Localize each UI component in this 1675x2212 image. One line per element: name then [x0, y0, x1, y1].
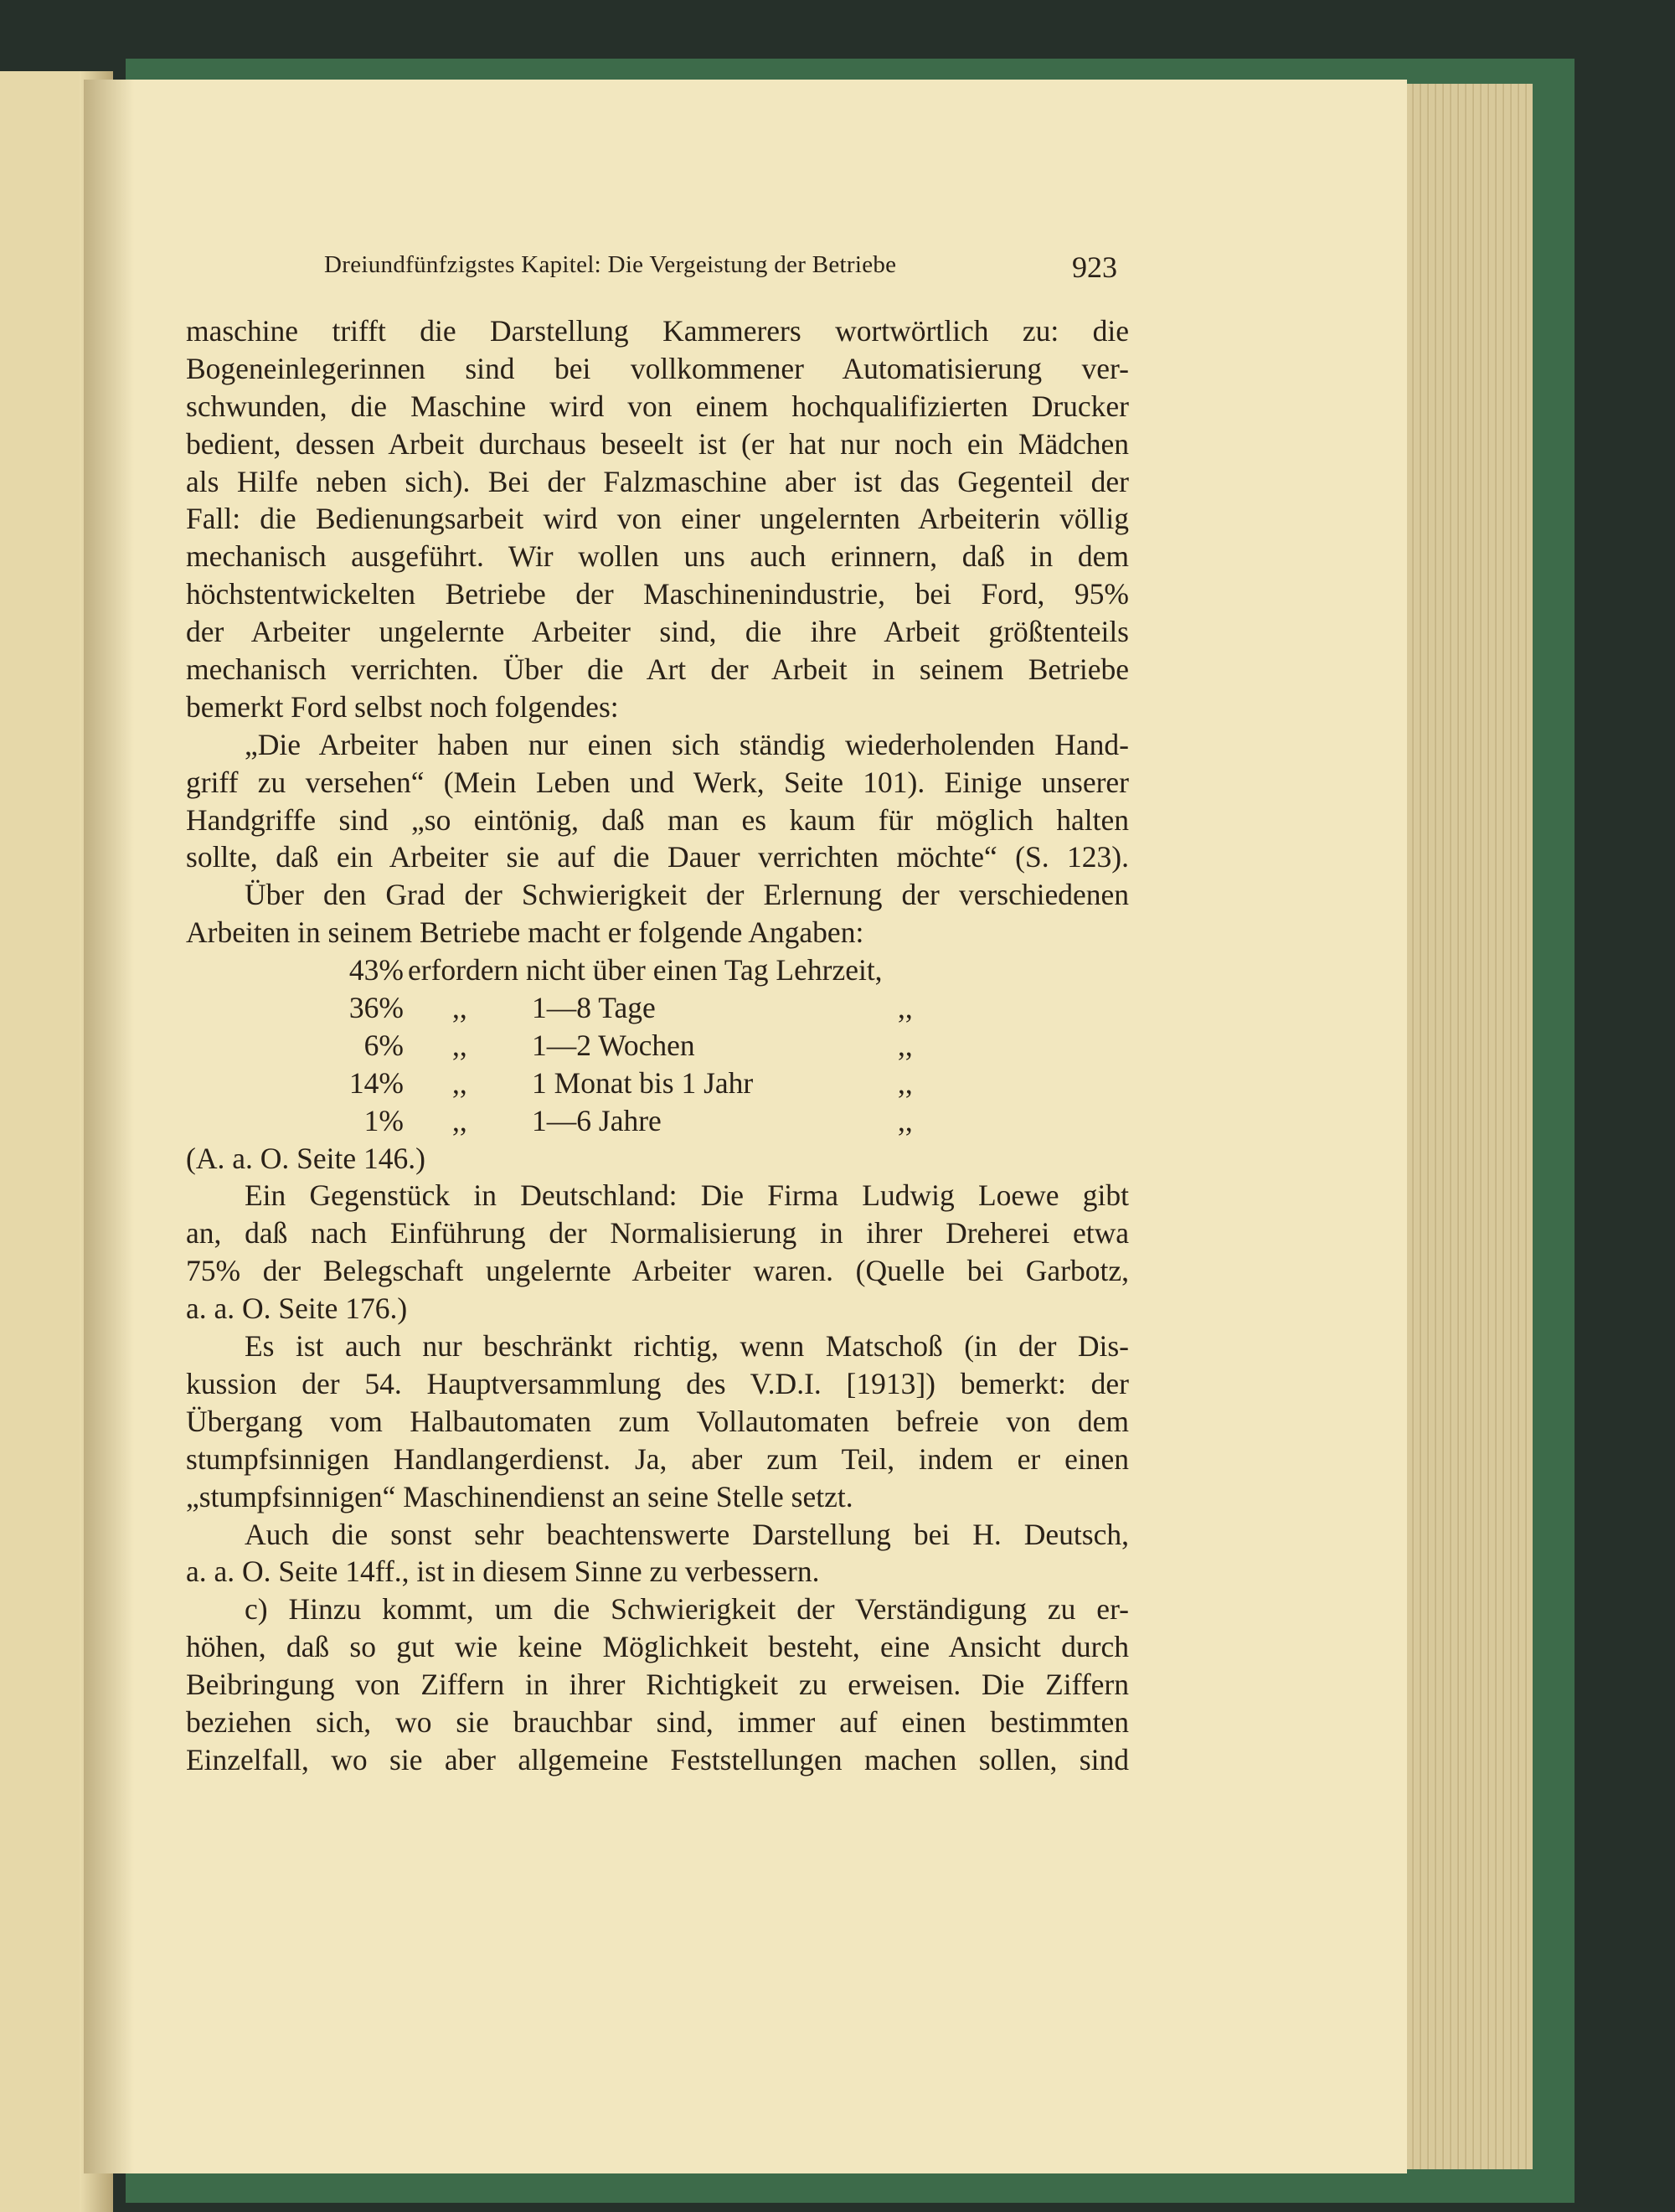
table-cell-end: ,,: [898, 991, 913, 1025]
table-row: [186, 989, 1129, 1027]
text-line: 75% der Belegschaft ungelernte Arbeiter waren. (Quelle bei Garbotz,: [186, 1254, 1129, 1288]
table-cell-duration: erfordern nicht über einen Tag Lehrzeit,: [408, 953, 883, 987]
text-line: maschine trifft die Darstellung Kammerers wortwörtlich zu: die: [186, 314, 1129, 348]
text-line: griff zu versehen“ (Mein Leben und Werk, Seite 101). Einige unserer: [186, 765, 1129, 799]
table-row: [186, 1027, 1129, 1065]
table-cell-ditto: ,,: [452, 1065, 467, 1100]
text-line: mechanisch ausgeführt. Wir wollen uns auch erinnern, daß in dem: [186, 539, 1129, 574]
table-cell-duration: 1—6 Jahre: [532, 1103, 662, 1137]
table-cell-end: ,,: [898, 1028, 913, 1062]
text-line: an, daß nach Einführung der Normalisierung in ihrer Dreherei etwa: [186, 1216, 1129, 1250]
table-cell-end: ,,: [898, 1103, 913, 1137]
table-cell-ditto: ,,: [452, 1103, 467, 1137]
text-line: „stumpfsinnigen“ Maschinendienst an seine Stelle setzt.: [186, 1479, 853, 1513]
text-line: Es ist auch nur beschränkt richtig, wenn Matschoß (in der Dis-: [245, 1329, 1129, 1364]
text-line: sollte, daß ein Arbeiter sie auf die Dauer verrichten möchte“ (S. 123).: [186, 840, 1129, 874]
text-line: c) Hinzu kommt, um die Schwierigkeit der Verständigung zu er-: [245, 1592, 1129, 1627]
text-line: a. a. O. Seite 176.): [186, 1292, 408, 1326]
table-row: [186, 1102, 1129, 1140]
text-line: Fall: die Bedienungsarbeit wird von einer ungelernten Arbeiterin völlig: [186, 502, 1129, 536]
table-cell-pct: 1%: [363, 1103, 404, 1137]
text-line: als Hilfe neben sich). Bei der Falzmaschine aber ist das Gegenteil der: [186, 464, 1129, 498]
text-line: mechanisch verrichten. Über die Art der Arbeit in seinem Betriebe: [186, 652, 1129, 687]
text-line: Auch die sonst sehr beachtenswerte Darstellung bei H. Deutsch,: [245, 1517, 1129, 1551]
text-line: beziehen sich, wo sie brauchbar sind, immer auf einen bestimmten: [186, 1704, 1129, 1739]
running-title: Dreiundfünfzigstes Kapitel: Die Vergeistung der Betriebe: [324, 251, 897, 278]
text-line: Einzelfall, wo sie aber allgemeine Feststellungen machen sollen, sind: [186, 1742, 1129, 1776]
running-header: [186, 251, 1149, 285]
text-line: Über den Grad der Schwierigkeit der Erlernung der verschiedenen: [245, 878, 1129, 912]
text-line: höchstentwickelten Betriebe der Maschinenindustrie, bei Ford, 95%: [186, 577, 1129, 611]
text-line: Beibringung von Ziffern in ihrer Richtigkeit zu erweisen. Die Ziffern: [186, 1668, 1129, 1702]
gutter-shadow: [84, 80, 134, 2173]
table-cell-duration: 1—8 Tage: [532, 991, 656, 1025]
table-cell-pct: 43%: [348, 953, 404, 987]
text-line: Arbeiten in seinem Betriebe macht er folgende Angaben:: [186, 915, 864, 950]
table-cell-pct: 36%: [348, 991, 404, 1025]
text-line: der Arbeiter ungelernte Arbeiter sind, die ihre Arbeit größtenteils: [186, 615, 1129, 649]
text-line: „Die Arbeiter haben nur einen sich ständig wiederholenden Hand-: [245, 727, 1129, 761]
text-line: Bogeneinlegerinnen sind bei vollkommener Automatisierung ver-: [186, 351, 1129, 385]
text-line: schwunden, die Maschine wird von einem hochqualifizierten Drucker: [186, 389, 1129, 423]
table-cell-ditto: ,,: [452, 1028, 467, 1062]
table-row: [186, 1065, 1129, 1102]
table-cell-pct: 14%: [348, 1065, 404, 1100]
text-line: bemerkt Ford selbst noch folgendes:: [186, 689, 619, 724]
text-line: Handgriffe sind „so eintönig, daß man es kaum für möglich halten: [186, 802, 1129, 837]
text-line: a. a. O. Seite 14ff., ist in diesem Sinne zu verbessern.: [186, 1555, 820, 1589]
table-cell-end: ,,: [898, 1065, 913, 1100]
table-cell-duration: 1—2 Wochen: [532, 1028, 695, 1062]
text-line: stumpfsinnigen Handlangerdienst. Ja, aber zum Teil, indem er einen: [186, 1441, 1129, 1476]
page-body: [186, 312, 1129, 1779]
table-cell-ditto: ,,: [452, 991, 467, 1025]
page-edges: [1407, 84, 1533, 2169]
text-line: höhen, daß so gut wie keine Möglichkeit besteht, eine Ansicht durch: [186, 1630, 1129, 1664]
table-row: [186, 951, 1129, 989]
text-line: bedient, dessen Arbeit durchaus beseelt ist (er hat nur noch ein Mädchen: [186, 426, 1129, 461]
text-line: (A. a. O. Seite 146.): [186, 1141, 425, 1175]
text-line: Übergang vom Halbautomaten zum Vollautomaten befreie von dem: [186, 1404, 1129, 1438]
table-cell-pct: 6%: [363, 1028, 404, 1062]
table-cell-duration: 1 Monat bis 1 Jahr: [532, 1065, 754, 1100]
page-number: 923: [1072, 250, 1117, 284]
text-line: Ein Gegenstück in Deutschland: Die Firma Ludwig Loewe gibt: [245, 1178, 1129, 1213]
text-line: kussion der 54. Hauptversammlung des V.D.I. [1913]) bemerkt: der: [186, 1366, 1129, 1400]
